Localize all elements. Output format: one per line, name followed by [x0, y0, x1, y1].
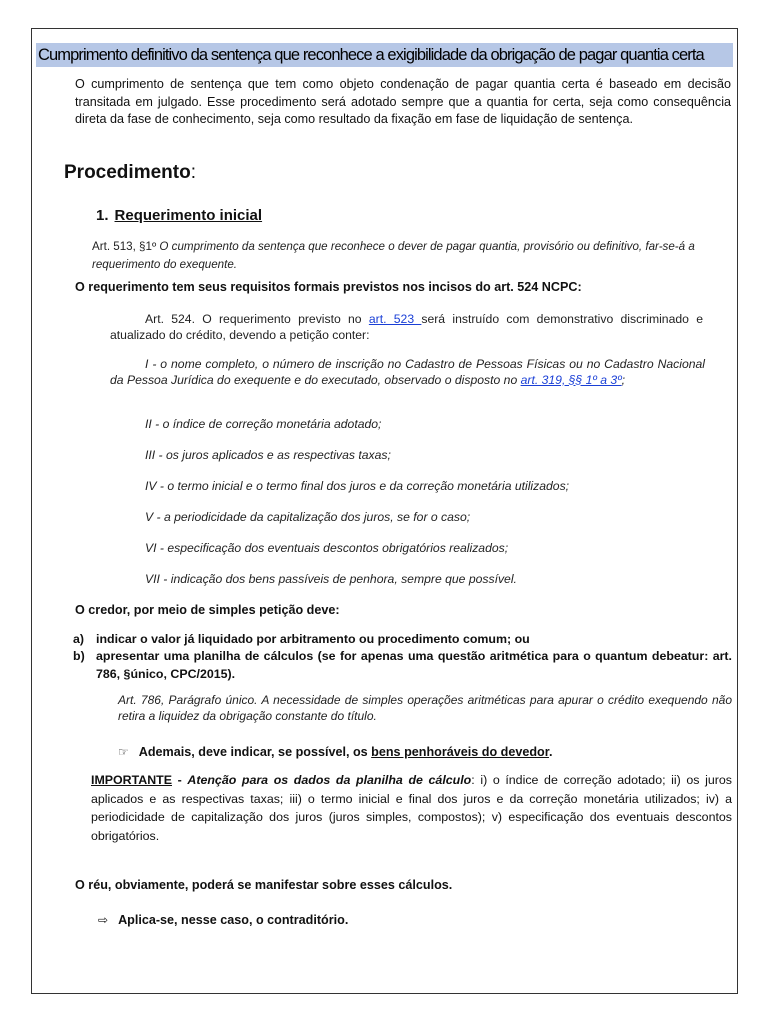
- inciso-ii: II - o índice de correção monetária adotado;: [145, 417, 382, 431]
- art-523-link[interactable]: art. 523: [368, 312, 422, 326]
- requisitos-text: O requerimento tem seus requisitos formais previstos nos incisos do art. 524 NCPC:: [75, 280, 582, 294]
- pointing-hand-icon: ☞: [118, 745, 129, 759]
- inciso-vii: VII - indicação dos bens passíveis de penhora, sempre que possível.: [145, 572, 517, 586]
- inciso-iv: IV - o termo inicial e o termo final dos juros e da correção monetária utilizados;: [145, 479, 570, 493]
- importante-note: IMPORTANTE - Atenção para os dados da planilha de cálculo: i) o índice de correção adotado; ii) os juros aplicados e as respectivas taxas; iii) o termo inicial e final dos juros e da correção monetária utilizados; iv) a periodicidade de capitalização dos juros (juros simples, compostos); v) especificação dos eventuais descontos obrigatórios.: [91, 773, 732, 843]
- list-item-a: a) indicar o valor já liquidado por arbitramento ou procedimento comum; ou: [73, 632, 530, 646]
- reu-text: O réu, obviamente, poderá se manifestar sobre esses cálculos.: [75, 878, 453, 892]
- art-786-quote: Art. 786, Parágrafo único. A necessidade de simples operações aritméticas para apurar o crédito exequendo não retira a liquidez da obrigação constante do título.: [118, 693, 732, 723]
- intro-text: O cumprimento de sentença que tem como objeto condenação de pagar quantia certa é baseado em decisão transitada em julgado. Esse procedimento será adotado sempre que a quantia for certa, seja como consequência direta da fase de conhecimento, seja como resultado da fixação em fase de liquidação de sentença.: [75, 77, 731, 126]
- section-label: Requerimento inicial: [114, 207, 263, 224]
- ademais-text: ☞ Ademais, deve indicar, se possível, os bens penhoráveis do devedor.: [118, 745, 553, 759]
- art-513-quote: Art. 513, §1º O cumprimento da sentença que reconhece o dever de pagar quantia, provisório ou definitivo, far-se-á a requerimento do exequente.: [92, 240, 695, 271]
- credor-text: O credor, por meio de simples petição deve:: [75, 603, 340, 617]
- inciso-v: V - a periodicidade da capitalização dos juros, se for o caso;: [145, 510, 471, 524]
- section-number: 1.: [96, 207, 109, 224]
- aplica-text: ⇨ Aplica-se, nesse caso, o contraditório.: [98, 913, 349, 927]
- art-319-link[interactable]: art. 319, §§ 1º a 3º: [520, 372, 622, 387]
- procedimento-heading: Procedimento:: [64, 162, 196, 183]
- inciso-vi: VI - especificação dos eventuais descontos obrigatórios realizados;: [145, 541, 509, 555]
- section-requerimento-inicial: [96, 207, 262, 224]
- inciso-i: I - o nome completo, o número de inscrição no Cadastro de Pessoas Físicas ou no Cadastro Nacional da Pessoa Jurídica do exequente e do executado, observado o disposto no art. 319, §§ 1º a 3º;: [110, 357, 705, 387]
- list-item-b: b) apresentar uma planilha de cálculos (se for apenas uma questão aritmética para o quantum debeatur: art. 786, §único, CPC/2015).: [73, 649, 732, 681]
- inciso-iii: III - os juros aplicados e as respectivas taxas;: [145, 448, 391, 462]
- document-title: Cumprimento definitivo da sentença que reconhece a exigibilidade da obrigação de pagar quantia certa: [36, 43, 733, 67]
- art-524-quote: Art. 524. O requerimento previsto no art. 523 será instruído com demonstrativo discriminado e atualizado do crédito, devendo a petição conter:: [110, 312, 703, 342]
- arrow-right-icon: ⇨: [98, 913, 109, 927]
- intro-paragraph: [75, 76, 731, 129]
